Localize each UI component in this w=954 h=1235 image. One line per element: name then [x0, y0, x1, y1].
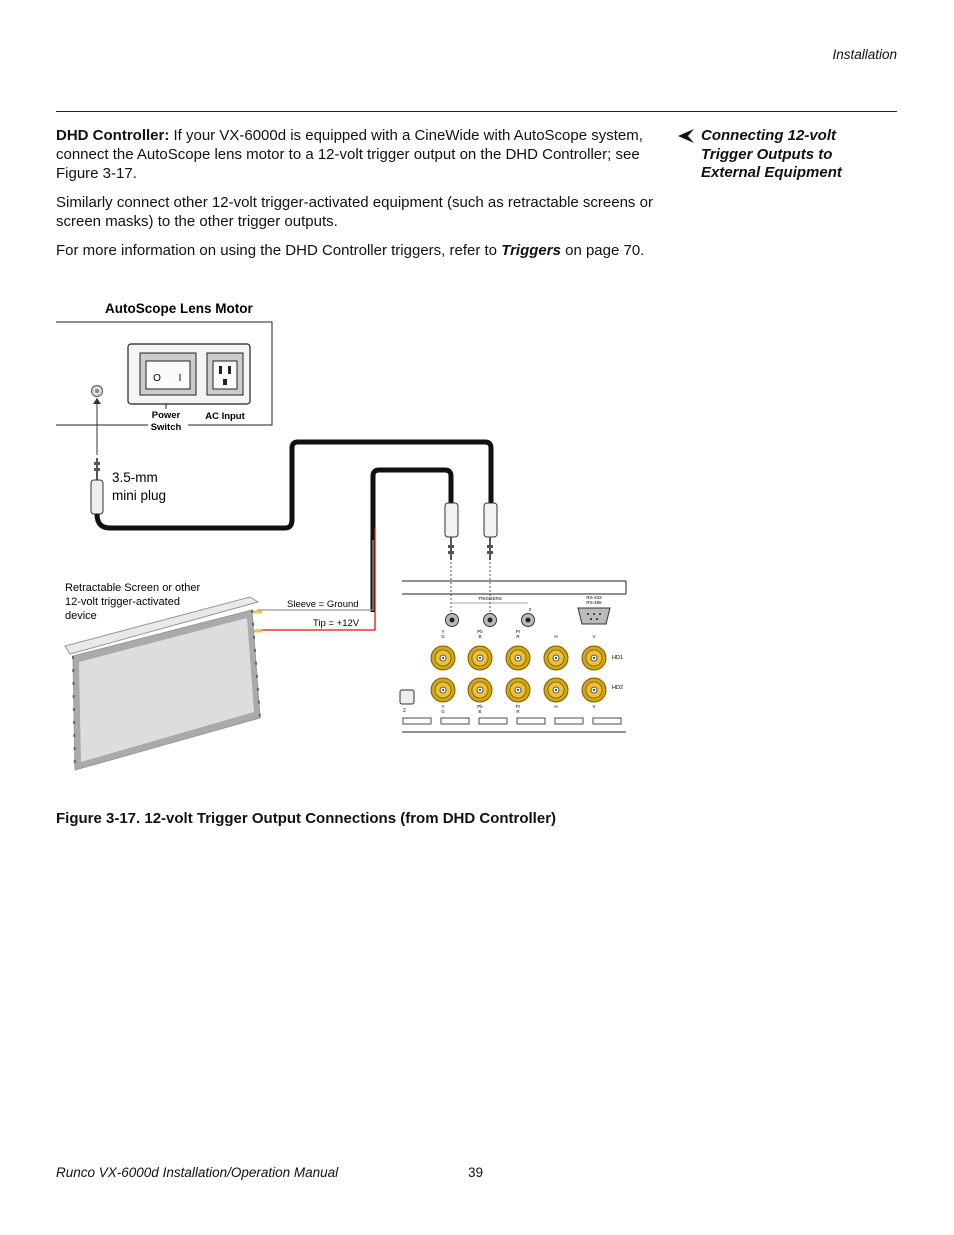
bnc-connector-icon: [544, 646, 568, 670]
hd2-bnc-row: [431, 678, 606, 714]
trigger-output-jack-icon: [484, 614, 497, 627]
serial-port-icon: [578, 608, 610, 624]
svg-text:device: device: [65, 610, 97, 622]
svg-text:Sleeve = Ground: Sleeve = Ground: [287, 599, 359, 610]
ac-input-icon: [207, 353, 243, 395]
bnc-connector-icon: [506, 678, 530, 702]
more-info-text: For more information on using the DHD Controller triggers, refer to: [56, 242, 502, 259]
bnc-connector-icon: [544, 678, 568, 702]
figure-caption: Figure 3-17. 12-volt Trigger Output Connections (from DHD Controller): [56, 810, 557, 827]
svg-text:I: I: [178, 373, 182, 384]
svg-text:HD2: HD2: [612, 685, 624, 691]
sidebar-heading-text: Connecting 12-volt Trigger Outputs to External Equipment: [701, 127, 842, 181]
svg-text:3: 3: [528, 607, 532, 612]
bnc-label: Y: [441, 629, 445, 634]
svg-text:AC Input: AC Input: [205, 411, 245, 422]
motor-title: AutoScope Lens Motor: [105, 301, 253, 316]
bnc-label: B: [478, 709, 482, 714]
bnc-label: G: [441, 634, 445, 639]
paragraph-dhd-controller: [56, 126, 656, 183]
bnc-connector-icon: [582, 646, 606, 670]
dhd-controller-lead: DHD Controller:: [56, 127, 170, 144]
mini-plug-icon: [91, 458, 103, 514]
usb-port-icon: [400, 690, 414, 704]
arrow-left-icon: [677, 128, 695, 144]
bnc-connector-icon: [468, 646, 492, 670]
bnc-connector-icon: [506, 646, 530, 670]
motor-back-panel: [128, 344, 250, 404]
bnc-label: Y: [441, 704, 445, 709]
retractable-screen-icon: [65, 597, 260, 770]
bnc-label: R: [516, 709, 520, 714]
trigger-connection-diagram: [0, 290, 954, 790]
bnc-label: G: [441, 709, 445, 714]
svg-text:TRIGGERS: TRIGGERS: [478, 596, 502, 601]
bnc-label: H: [554, 704, 558, 709]
body-column: [56, 126, 656, 270]
bnc-label: H: [554, 634, 558, 639]
svg-text:RS-232: RS-232: [586, 595, 602, 600]
dhd-controller-rear-panel: [400, 581, 626, 732]
bnc-label: B: [478, 634, 482, 639]
hd1-bnc-row: [431, 629, 606, 670]
svg-text:O: O: [153, 373, 161, 384]
more-info-page: on page 70.: [560, 242, 645, 259]
page-number: 39: [468, 1165, 484, 1180]
bnc-connector-icon: [431, 646, 455, 670]
cable-autoscope: [97, 442, 491, 528]
trigger-output-jack-icon: [446, 614, 459, 627]
sidebar-heading: [677, 127, 877, 183]
triggers-link[interactable]: Triggers: [501, 242, 561, 259]
svg-text:Tip = +12V: Tip = +12V: [313, 618, 360, 629]
header-rule: [56, 111, 897, 112]
svg-text:12-volt trigger-activated: 12-volt trigger-activated: [65, 596, 180, 608]
cable-screen: [373, 470, 451, 612]
svg-text:RS-485: RS-485: [586, 600, 602, 605]
svg-text:Retractable Screen or other: Retractable Screen or other: [65, 582, 201, 594]
footer-manual-title: Runco VX-6000d Installation/Operation Manual: [56, 1165, 339, 1180]
svg-text:Power: Power: [151, 410, 181, 421]
bnc-label: Pr: [515, 704, 521, 709]
svg-text:2: 2: [403, 708, 406, 714]
trigger-plug-icon: [445, 503, 458, 618]
bnc-connector-icon: [468, 678, 492, 702]
svg-text:3.5-mm: 3.5-mm: [112, 470, 158, 485]
trigger-output-jack-icon: [522, 614, 535, 627]
svg-text:Switch: Switch: [150, 422, 182, 433]
paragraph-other-equipment: Similarly connect other 12-volt trigger-activated equipment (such as retractable screens or screen masks) to the other trigger outputs.: [56, 194, 653, 230]
bnc-label: Pr: [515, 629, 521, 634]
bnc-label: Pb: [477, 629, 483, 634]
paragraph-more-info: [56, 241, 656, 260]
dhd-controller-text: If your VX-6000d is equipped with a CineWide with AutoScope system, connect the AutoScope lens motor to a 12-volt trigger output on the DHD Controller; see Figure 3-17.: [56, 127, 643, 182]
power-switch-icon: [140, 353, 196, 395]
svg-text:HD1: HD1: [612, 655, 624, 661]
bnc-label: V: [592, 634, 596, 639]
bnc-label: V: [592, 704, 596, 709]
bnc-connector-icon: [431, 678, 455, 702]
panel-feet: [403, 718, 621, 724]
bnc-label: Pb: [477, 704, 483, 709]
svg-text:mini plug: mini plug: [112, 488, 167, 503]
bnc-label: R: [516, 634, 520, 639]
bnc-connector-icon: [582, 678, 606, 702]
running-header: Installation: [832, 47, 897, 62]
